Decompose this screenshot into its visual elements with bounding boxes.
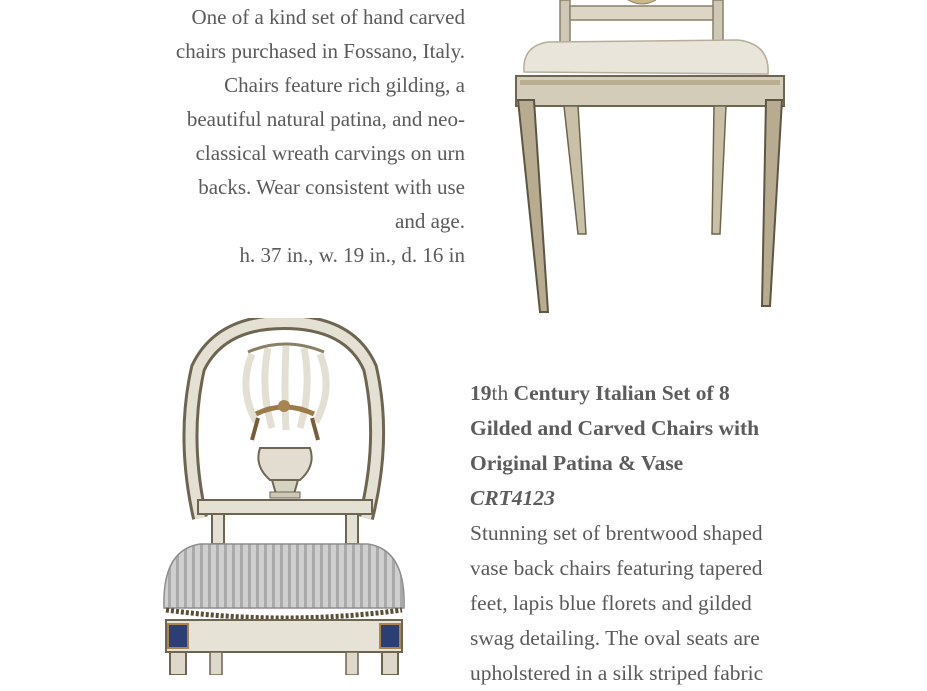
description-line: chairs purchased in Fossano, Italy.: [175, 39, 465, 63]
description-line: swag detailing. The oval seats are: [470, 626, 760, 650]
listing-title: [470, 376, 920, 411]
century-suffix: th: [491, 381, 509, 405]
top-listing-description: [100, 0, 465, 272]
description-line: One of a kind set of hand carved: [191, 5, 465, 29]
description-line: and age.: [395, 209, 465, 233]
bottom-listing: [470, 376, 920, 691]
description-line: classical wreath carvings on urn: [195, 141, 465, 165]
chair-photo-bottom: [160, 318, 410, 675]
description-line: backs. Wear consistent with use: [198, 175, 465, 199]
chair-photo-top: [508, 0, 790, 318]
century-number: 19: [470, 381, 492, 405]
title-line-1: Century Italian Set of 8: [508, 381, 730, 405]
title-line-2: Gilded and Carved Chairs with: [470, 416, 760, 440]
description-line: Chairs feature rich gilding, a: [224, 73, 465, 97]
title-line-3: Original Patina & Vase: [470, 451, 684, 475]
product-code: CRT4123: [470, 486, 555, 510]
description-line: vase back chairs featuring tapered: [470, 556, 763, 580]
description-line: Stunning set of brentwood shaped: [470, 521, 763, 545]
dimensions-text: h. 37 in., w. 19 in., d. 16 in: [239, 243, 465, 267]
description-line: feet, lapis blue florets and gilded: [470, 591, 752, 615]
description-line: beautiful natural patina, and neo-: [186, 107, 465, 131]
description-line: upholstered in a silk striped fabric: [470, 661, 764, 685]
